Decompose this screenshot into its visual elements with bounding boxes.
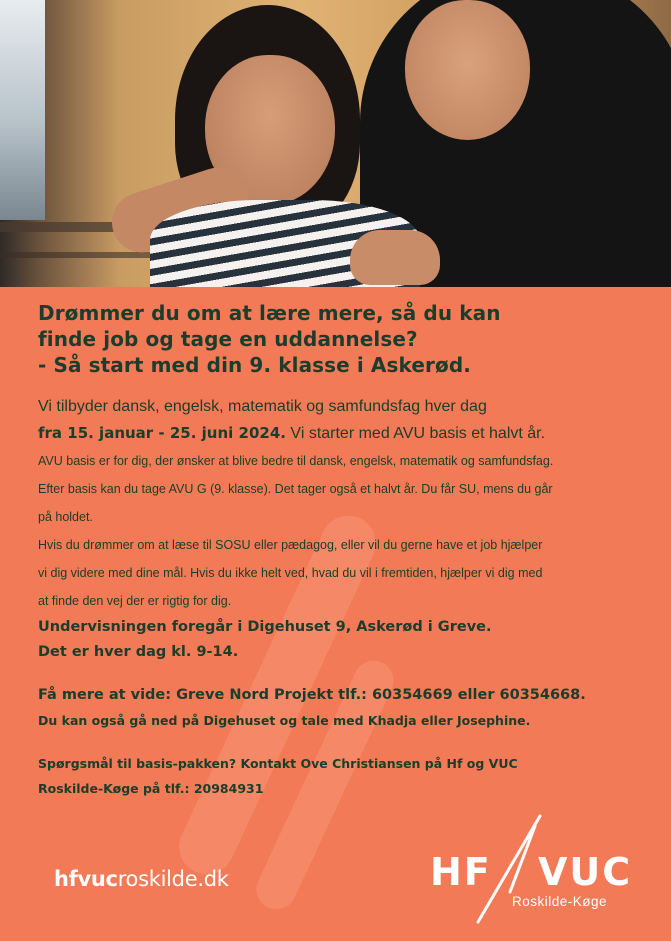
- headline-line1: Drømmer du om at lære mere, så du kan: [38, 301, 501, 325]
- headline-line3: - Så start med din 9. klasse i Askerød.: [38, 353, 471, 377]
- body-p2-line1: Hvis du drømmer om at læse til SOSU eller pædagog, eller vil du gerne have et job hjælper: [38, 538, 543, 552]
- body-p2-line2: vi dig videre med dine mål. Hvis du ikke helt ved, hvad du vil i fremtiden, hjælper vi dig med: [38, 566, 543, 580]
- website-url-rest: roskilde.dk: [117, 867, 229, 891]
- body-p1-line3: på holdet.: [38, 510, 93, 524]
- flyer-content: [38, 300, 638, 801]
- body-paragraph-2: [38, 531, 638, 615]
- location-line2: Det er hver dag kl. 9-14.: [38, 644, 239, 660]
- hf-vuc-logo: [430, 812, 650, 932]
- logo-hf: HF: [430, 850, 492, 894]
- photo-hand: [350, 230, 440, 285]
- logo-vuc: VUC: [538, 850, 633, 894]
- body-p1-line2: Efter basis kan du tage AVU G (9. klasse). Det tager også et halvt år. Du får SU, mens du går: [38, 482, 553, 496]
- hero-photo: [0, 0, 671, 287]
- logo-subtitle: Roskilde-Køge: [512, 894, 608, 909]
- website-url[interactable]: [54, 867, 229, 891]
- website-url-bold: hfvuc: [54, 867, 118, 891]
- intro-line1: Vi tilbyder dansk, engelsk, matematik og samfundsfag hver dag: [38, 398, 487, 415]
- body-paragraph-1: [38, 447, 638, 531]
- questions-line2: Roskilde-Køge på tlf.: 20984931: [38, 781, 264, 796]
- intro-line2: Vi starter med AVU basis et halvt år.: [285, 425, 546, 442]
- headline-line2: finde job og tage en uddannelse?: [38, 327, 418, 351]
- intro-text: [38, 394, 638, 447]
- questions-line1: Spørgsmål til basis-pakken? Kontakt Ove Christiansen på Hf og VUC: [38, 756, 518, 771]
- photo-face-right: [405, 0, 530, 140]
- contact-line2: Du kan også gå ned på Digehuset og tale med Khadja eller Josephine.: [38, 713, 531, 728]
- headline: [38, 300, 638, 378]
- intro-dates: fra 15. januar - 25. juni 2024.: [38, 424, 286, 442]
- body-p2-line3: at finde den vej der er rigtig for dig.: [38, 594, 232, 608]
- contact-line1: Få mere at vide: Greve Nord Projekt tlf.: 60354669 eller 60354668.: [38, 687, 586, 703]
- location-line1: Undervisningen foregår i Digehuset 9, Askerød i Greve.: [38, 619, 492, 635]
- body-p1-line1: AVU basis er for dig, der ønsker at blive bedre til dansk, engelsk, matematik og samfundsfag.: [38, 454, 554, 468]
- photo-window: [0, 0, 45, 220]
